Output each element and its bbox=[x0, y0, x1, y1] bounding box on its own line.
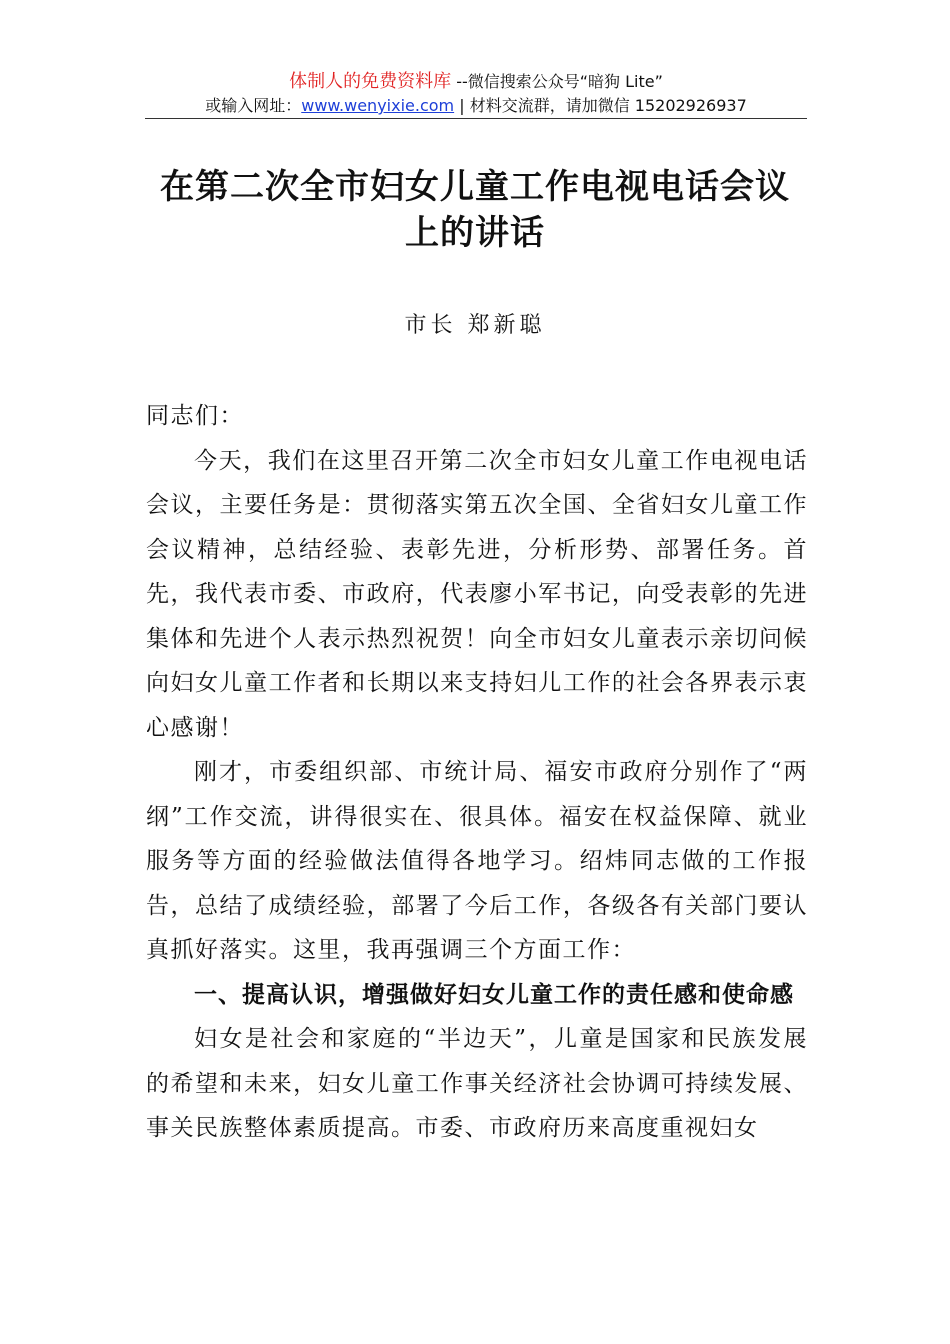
page-header bbox=[145, 70, 807, 118]
header-line-1 bbox=[145, 70, 807, 94]
section-heading: 一、提高认识，增强做好妇女儿童工作的责任感和使命感 bbox=[194, 981, 794, 1008]
header-line-2 bbox=[145, 94, 807, 118]
body-paragraph: 今天，我们在这里召开第二次全市妇女儿童工作电视电话会议，主要任务是：贯彻落实第五次全国、全省妇女儿童工作会议精神，总结经验、表彰先进，分析形势、部署任务。首先，我代表市委、市政府，代表廖小军书记，向受表彰的先进集体和先进个人表示热烈祝贺！向全市妇女儿童表示亲切问候向妇女儿童工作者和长期以来支持妇儿工作的社会各界表示衷心感谢！ bbox=[146, 447, 808, 741]
wechat-search-text: --微信搜索公众号“暗狗 Lite” bbox=[451, 72, 663, 91]
body-paragraph: 刚才，市委组织部、市统计局、福安市政府分别作了“两纲”工作交流，讲得很实在、很具体。福安在权益保障、就业服务等方面的经验做法值得各地学习。绍炜同志做的工作报告，总结了成绩经验，部署了今后工作，各级各有关部门要认真抓好落实。这里，我再强调三个方面工作： bbox=[146, 759, 808, 963]
contact-text: | 材料交流群，请加微信 15202926937 bbox=[454, 96, 747, 115]
url-prefix: 或输入网址： bbox=[205, 96, 302, 115]
author-line: 市长 郑新聪 bbox=[404, 313, 546, 338]
website-link[interactable]: www.wenyixie.com bbox=[301, 96, 455, 115]
header-divider bbox=[145, 118, 807, 119]
document-body bbox=[146, 394, 808, 1151]
title-line-2: 上的讲话 bbox=[405, 213, 545, 253]
document-title bbox=[120, 164, 830, 256]
body-paragraph: 妇女是社会和家庭的“半边天”，儿童是国家和民族发展的希望和未来，妇女儿童工作事关经济社会协调可持续发展、事关民族整体素质提高。市委、市政府历来高度重视妇女 bbox=[146, 1026, 808, 1141]
title-line-1: 在第二次全市妇女儿童工作电视电话会议 bbox=[160, 167, 790, 207]
brand-name: 体制人的免费资料库 bbox=[289, 71, 452, 92]
salutation: 同志们： bbox=[146, 403, 244, 429]
